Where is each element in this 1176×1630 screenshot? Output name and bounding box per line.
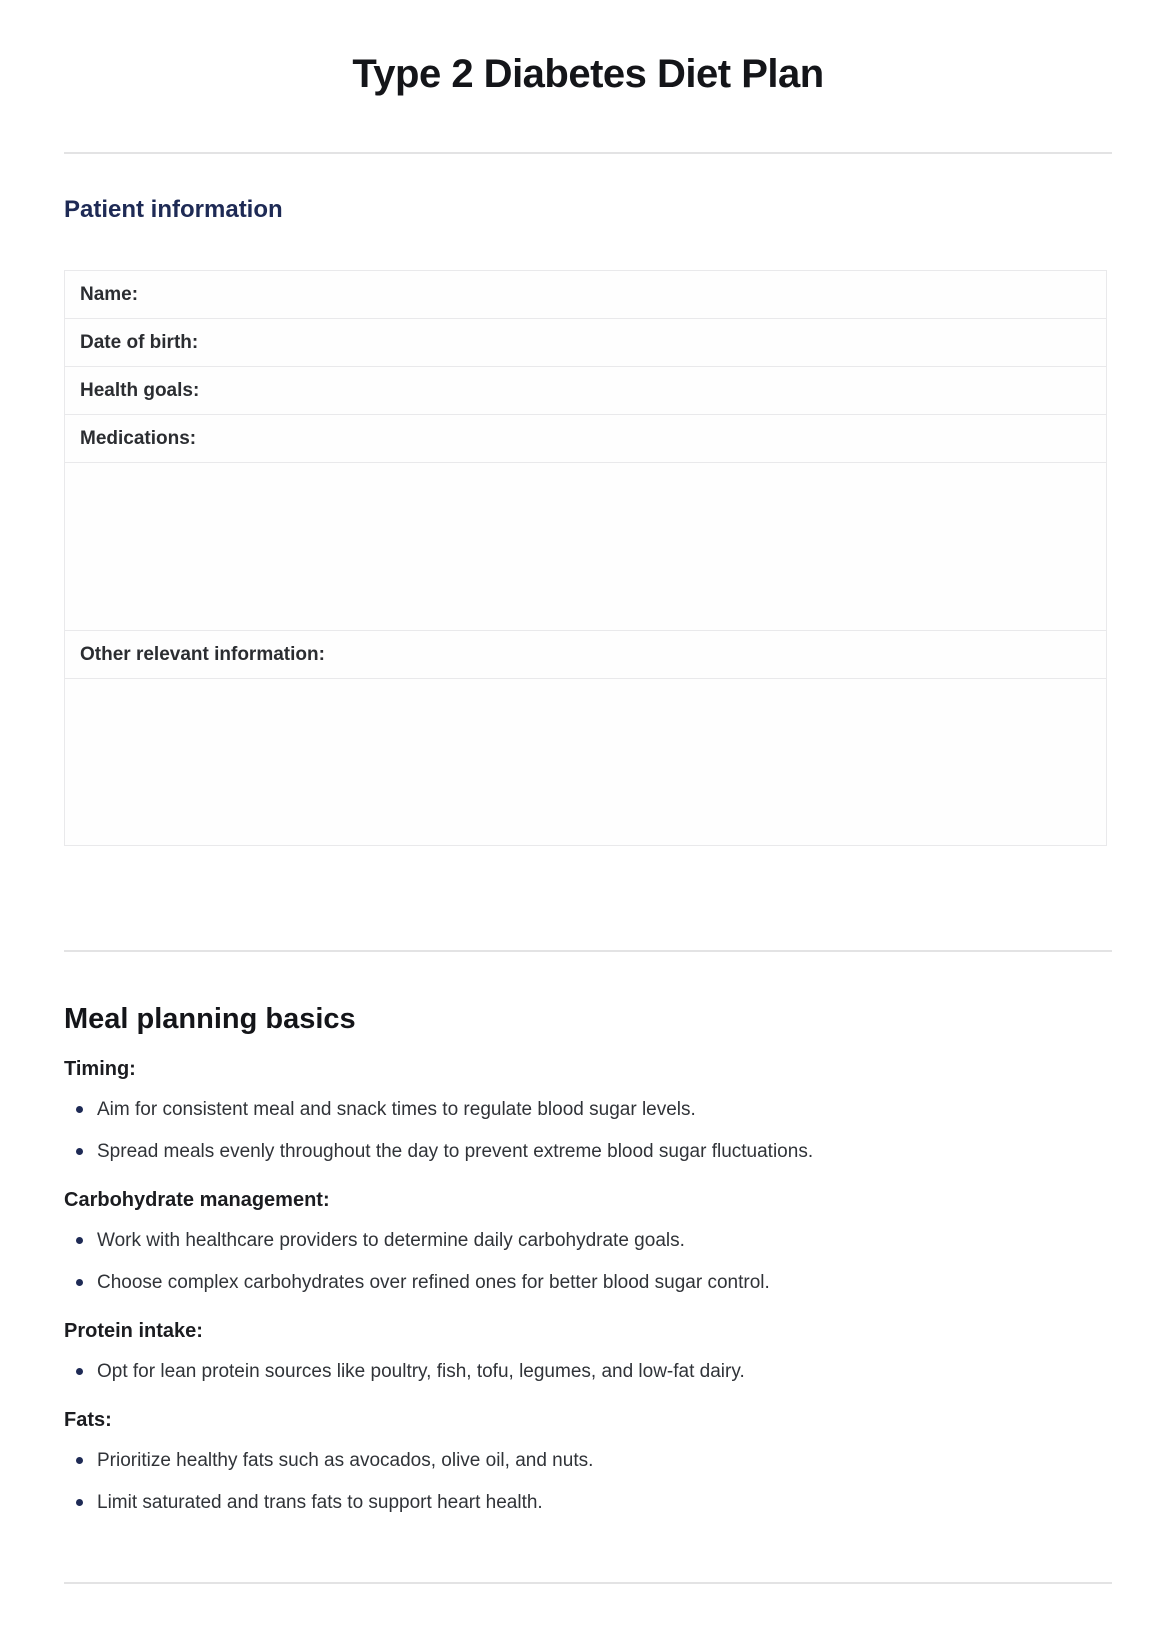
list-item: Spread meals evenly throughout the day to prevent extreme blood sugar fluctuations. <box>64 1141 1112 1163</box>
table-row-name <box>65 271 1106 319</box>
table-row-date-of-birth <box>65 319 1106 367</box>
name-field-input[interactable] <box>148 271 1091 318</box>
list-item: Opt for lean protein sources like poultry, fish, tofu, legumes, and low-fat dairy. <box>64 1361 1112 1383</box>
table-row-other-information <box>65 631 1106 679</box>
health-goals-field-input[interactable] <box>209 367 1091 414</box>
list-item: Prioritize healthy fats such as avocados, olive oil, and nuts. <box>64 1450 1112 1472</box>
health-goals-field-label: Health goals: <box>80 379 200 401</box>
other-information-writein-input[interactable] <box>65 679 1106 845</box>
medications-field-label: Medications: <box>80 427 197 449</box>
table-row-medications-writein <box>65 463 1106 631</box>
timing-subheading: Timing: <box>64 1058 136 1080</box>
name-field-label: Name: <box>80 283 139 305</box>
other-information-field-label: Other relevant information: <box>80 643 325 665</box>
medications-writein-input[interactable] <box>65 463 1106 630</box>
meal-planning-heading: Meal planning basics <box>64 1003 356 1035</box>
date-of-birth-field-label: Date of birth: <box>80 331 199 353</box>
list-item: Limit saturated and trans fats to support heart health. <box>64 1492 1112 1514</box>
timing-bullet-list <box>64 1099 1112 1163</box>
protein-bullet-list <box>64 1361 1112 1383</box>
fats-bullet-list <box>64 1450 1112 1514</box>
list-item: Work with healthcare providers to determine daily carbohydrate goals. <box>64 1230 1112 1252</box>
other-information-field-input[interactable] <box>335 631 1091 678</box>
section-divider-bottom <box>64 1582 1112 1584</box>
list-item: Aim for consistent meal and snack times to regulate blood sugar levels. <box>64 1099 1112 1121</box>
list-item: Choose complex carbohydrates over refined ones for better blood sugar control. <box>64 1272 1112 1294</box>
meal-planning-section <box>64 1002 1112 1514</box>
section-divider-top <box>64 152 1112 154</box>
table-row-health-goals <box>65 367 1106 415</box>
table-row-medications <box>65 415 1106 463</box>
date-of-birth-field-input[interactable] <box>208 319 1091 366</box>
table-row-other-information-writein <box>65 679 1106 845</box>
carbohydrate-management-subheading: Carbohydrate management: <box>64 1189 330 1211</box>
fats-subheading: Fats: <box>64 1409 112 1431</box>
page-title: Type 2 Diabetes Diet Plan <box>352 52 824 96</box>
protein-intake-subheading: Protein intake: <box>64 1320 203 1342</box>
patient-information-table <box>64 270 1107 846</box>
patient-information-heading: Patient information <box>64 196 283 223</box>
section-divider-middle <box>64 950 1112 952</box>
carbohydrate-bullet-list <box>64 1230 1112 1294</box>
patient-information-section <box>64 196 1112 846</box>
medications-field-input[interactable] <box>206 415 1091 462</box>
